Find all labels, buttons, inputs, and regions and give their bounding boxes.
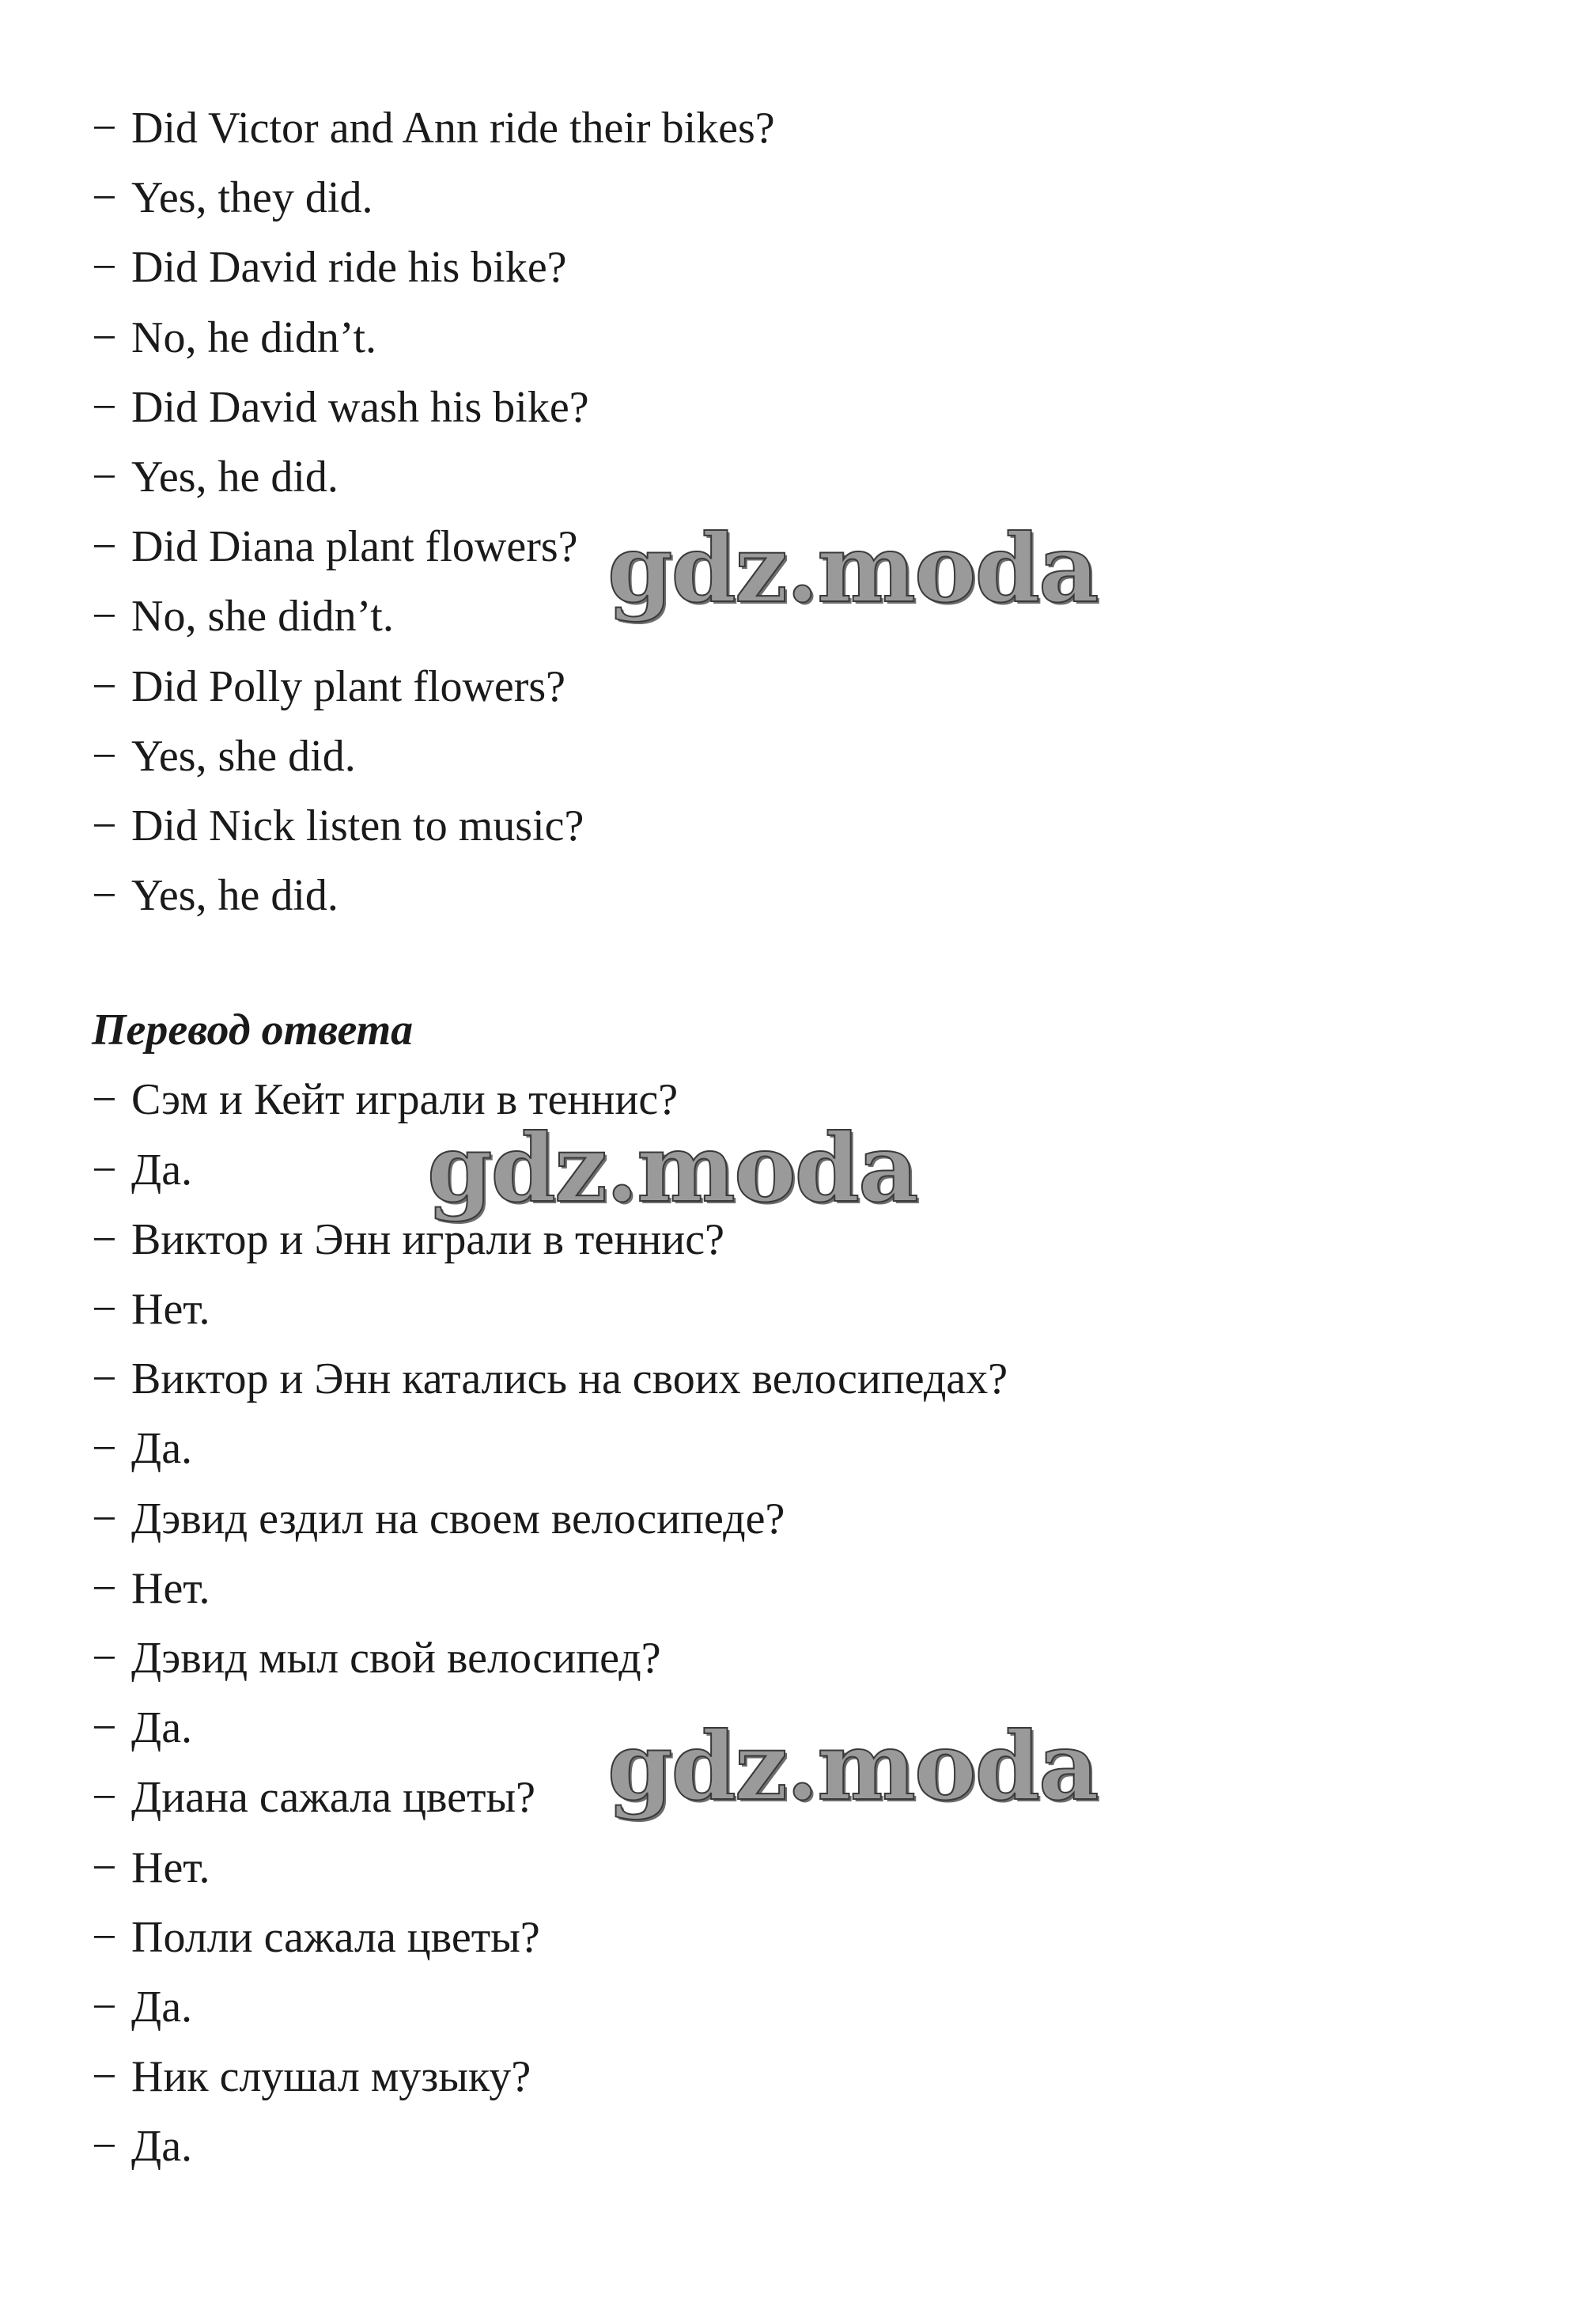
translation-line — [92, 1344, 1357, 1414]
translation-line — [92, 1554, 1357, 1623]
translation-line — [92, 2112, 1357, 2181]
dash: − — [92, 1285, 117, 1334]
translation-line — [92, 1274, 1357, 1344]
dash: − — [92, 871, 117, 921]
watermark: gdz.moda — [607, 513, 1098, 623]
translation-line — [92, 1833, 1357, 1903]
dash: − — [92, 312, 117, 362]
dash: − — [92, 452, 117, 502]
dash: − — [92, 2122, 117, 2172]
translation-heading: Перевод ответа — [92, 1006, 414, 1055]
dash: − — [92, 1912, 117, 1962]
dialogue-line — [92, 163, 1357, 233]
dash: − — [92, 661, 117, 711]
section-gap — [92, 930, 1357, 995]
line-text: Да. — [131, 2122, 193, 2172]
line-text: Did David wash his bike? — [131, 382, 589, 432]
dash: − — [92, 1563, 117, 1613]
dash: − — [92, 522, 117, 572]
dash: − — [92, 801, 117, 850]
line-text: No, she didn’t. — [131, 592, 394, 642]
dash: − — [92, 1703, 117, 1753]
translation-line — [92, 2042, 1357, 2112]
dialogue-line — [92, 861, 1357, 930]
dialogue-line — [92, 442, 1357, 512]
line-text: Ник слушал музыку? — [131, 2052, 531, 2102]
dialogue-line — [92, 303, 1357, 373]
line-text: Did Polly plant flowers? — [131, 661, 566, 711]
line-text: Сэм и Кейт играли в теннис? — [131, 1075, 679, 1125]
dash: − — [92, 1075, 117, 1125]
dash: − — [92, 382, 117, 432]
line-text: Did David ride his bike? — [131, 243, 567, 293]
line-text: Нет. — [131, 1843, 210, 1892]
dash: − — [92, 1145, 117, 1195]
dash: − — [92, 2052, 117, 2102]
translation-line — [92, 1903, 1357, 1972]
line-text: Виктор и Энн катались на своих велосипедах? — [131, 1354, 1008, 1404]
dialogue-line — [92, 652, 1357, 722]
dialogue-line — [92, 93, 1357, 163]
dash: − — [92, 731, 117, 781]
translation-line — [92, 1414, 1357, 1483]
line-text: Did Diana plant flowers? — [131, 522, 578, 572]
line-text: Да. — [131, 1982, 193, 2032]
translation-line — [92, 1484, 1357, 1554]
dash: − — [92, 1354, 117, 1404]
dialogue-line — [92, 791, 1357, 861]
line-text: Нет. — [131, 1285, 210, 1334]
line-text: Виктор и Энн играли в теннис? — [131, 1214, 724, 1264]
translation-line — [92, 1623, 1357, 1693]
dash: − — [92, 1982, 117, 2032]
line-text: Yes, he did. — [131, 452, 338, 502]
watermark: gdz.moda — [427, 1113, 917, 1223]
line-text: Нет. — [131, 1563, 210, 1613]
dash: − — [92, 173, 117, 223]
line-text: Да. — [131, 1424, 193, 1474]
line-text: Yes, they did. — [131, 173, 373, 223]
line-text: Диана сажала цветы? — [131, 1773, 535, 1823]
dash: − — [92, 243, 117, 293]
dash: − — [92, 1633, 117, 1683]
translation-line — [92, 1972, 1357, 2042]
line-text: Yes, she did. — [131, 731, 356, 781]
line-text: Да. — [131, 1145, 193, 1195]
line-text: Да. — [131, 1703, 193, 1753]
line-text: Did Victor and Ann ride their bikes? — [131, 104, 775, 153]
line-text: Дэвид ездил на своем велосипеде? — [131, 1494, 785, 1543]
dash: − — [92, 592, 117, 642]
line-text: Дэвид мыл свой велосипед? — [131, 1633, 661, 1683]
line-text: No, he didn’t. — [131, 312, 377, 362]
line-text: Yes, he did. — [131, 871, 338, 921]
dialogue-line — [92, 722, 1357, 791]
dash: − — [92, 1214, 117, 1264]
dash: − — [92, 104, 117, 153]
dialogue-line — [92, 233, 1357, 302]
dash: − — [92, 1494, 117, 1543]
dash: − — [92, 1773, 117, 1823]
line-text: Did Nick listen to music? — [131, 801, 584, 850]
dash: − — [92, 1424, 117, 1474]
dialogue-line — [92, 373, 1357, 442]
line-text: Полли сажала цветы? — [131, 1912, 540, 1962]
dash: − — [92, 1843, 117, 1892]
watermark: gdz.moda — [607, 1711, 1098, 1821]
